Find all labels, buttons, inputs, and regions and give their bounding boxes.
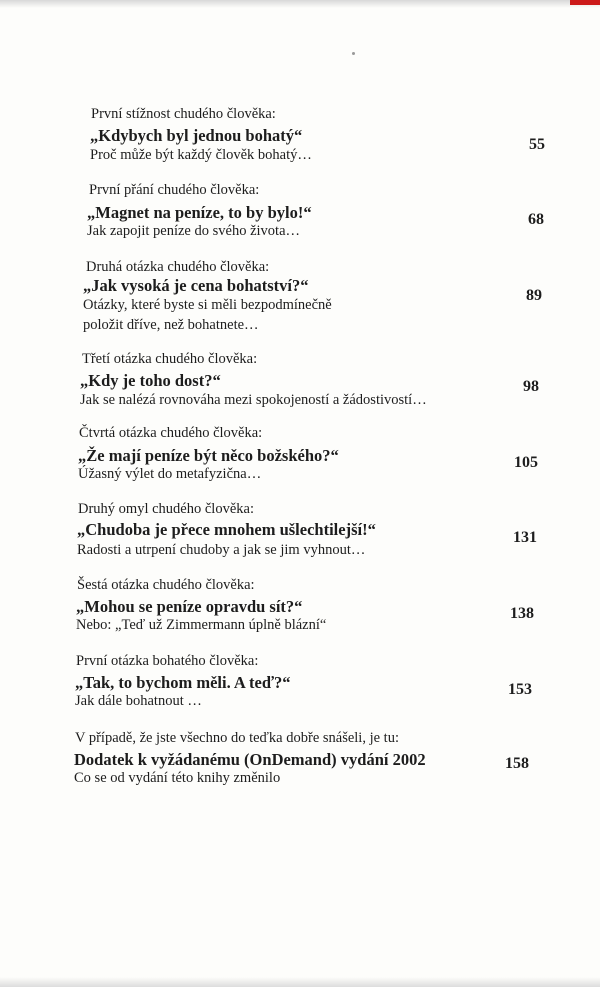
entry-page-number: 68	[528, 211, 544, 228]
page-top-edge	[0, 0, 600, 8]
entry-page-number: 89	[526, 287, 542, 304]
entry-title: „Magnet na peníze, to by bylo!“	[87, 203, 312, 222]
entry-description: Jak se nalézá rovnováha mezi spokojeností a žádostivostí…	[80, 392, 427, 408]
entry-intro: Čtvrtá otázka chudého člověka:	[79, 425, 263, 441]
entry-description: Úžasný výlet do metafyzična…	[78, 466, 262, 482]
entry-description: Proč může být každý člověk bohatý…	[90, 147, 312, 163]
paper-speck	[352, 52, 355, 55]
entry-description: Radosti a utrpení chudoby a jak se jim vyhnout…	[77, 542, 366, 558]
entry-description: Nebo: „Teď už Zimmermann úplně blázní“	[76, 617, 327, 633]
entry-title: „Že mají peníze být něco božského?“	[78, 446, 339, 465]
entry-description: Co se od vydání této knihy změnilo	[74, 770, 281, 786]
entry-intro: Druhý omyl chudého člověka:	[78, 501, 254, 517]
entry-page-number: 105	[514, 454, 538, 471]
entry-page-number: 55	[529, 136, 545, 153]
entry-title: „Tak, to bychom měli. A teď?“	[75, 673, 291, 692]
entry-page-number: 138	[510, 605, 534, 622]
entry-intro: Třetí otázka chudého člověka:	[82, 351, 258, 367]
entry-title: „Jak vysoká je cena bohatství?“	[83, 276, 309, 295]
entry-intro: První přání chudého člověka:	[89, 182, 260, 198]
entry-description: položit dříve, než bohatnete…	[83, 317, 259, 333]
entry-intro: Druhá otázka chudého člověka:	[86, 259, 270, 275]
entry-intro: První stížnost chudého člověka:	[91, 106, 276, 122]
entry-title: „Kdybych byl jednou bohatý“	[90, 126, 303, 145]
entry-description: Otázky, které byste si měli bezpodmínečně	[83, 297, 332, 313]
entry-title: „Mohou se peníze opravdu sít?“	[76, 597, 303, 616]
entry-description: Jak dále bohatnout …	[75, 693, 202, 709]
entry-page-number: 98	[523, 378, 539, 395]
red-corner-mark	[570, 0, 600, 5]
entry-intro: Šestá otázka chudého člověka:	[77, 577, 255, 593]
entry-intro: První otázka bohatého člověka:	[76, 653, 259, 669]
entry-title: „Chudoba je přece mnohem ušlechtilejší!“	[77, 520, 376, 539]
entry-description: Jak zapojit peníze do svého života…	[87, 223, 301, 239]
entry-page-number: 131	[513, 529, 537, 546]
entry-page-number: 158	[505, 755, 529, 772]
entry-title: „Kdy je toho dost?“	[80, 371, 221, 390]
entry-page-number: 153	[508, 681, 532, 698]
entry-title: Dodatek k vyžádanému (OnDemand) vydání 2002	[74, 750, 426, 769]
page-bottom-edge	[0, 977, 600, 987]
entry-intro: V případě, že jste všechno do teďka dobře snášeli, je tu:	[75, 730, 399, 746]
